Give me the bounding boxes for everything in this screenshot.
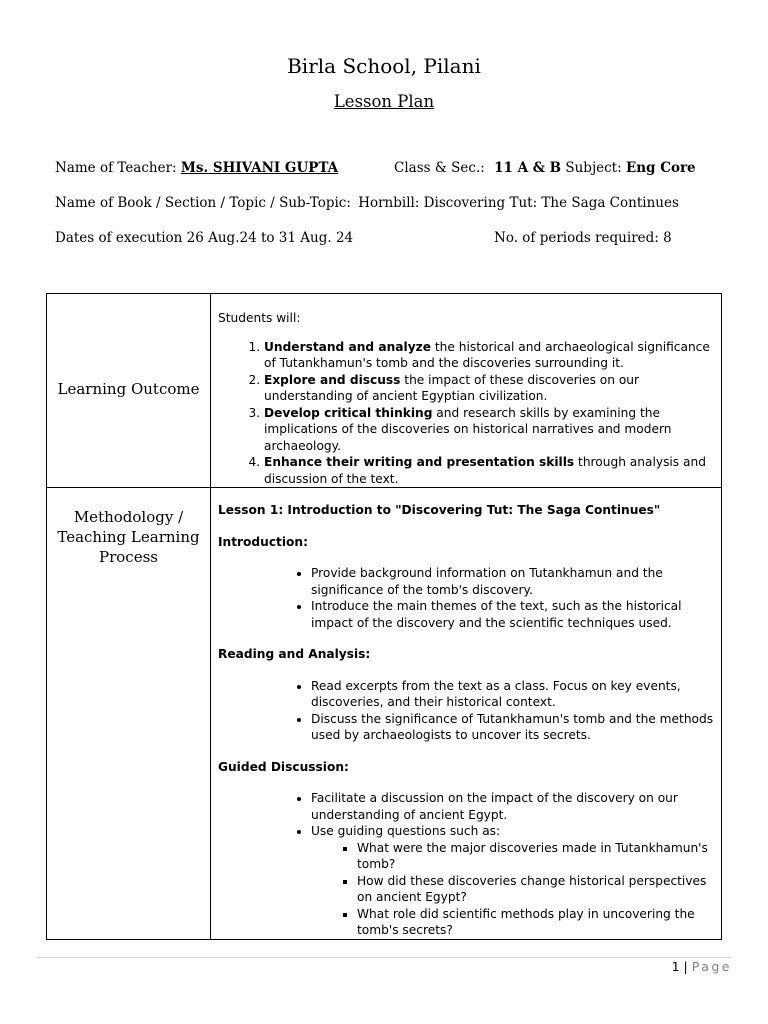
list-item: 1. Understand and analyze the historical and archaeological significance of Tutankhamun's tomb and the discoveries surrounding it.	[264, 339, 715, 372]
methodology-content-cell	[211, 488, 722, 940]
book-label: Name of Book / Section / Topic / Sub-Topic:	[55, 195, 351, 211]
page-word: Page	[691, 959, 732, 974]
subject-value: Eng Core	[625, 160, 696, 176]
dates-info	[55, 230, 353, 246]
book-info	[55, 195, 679, 211]
lesson-title: Lesson 1: Introduction to "Discovering Tut: The Saga Continues"	[218, 503, 661, 517]
learning-outcome-row	[47, 294, 722, 488]
list-item: 2. Explore and discuss the impact of these discoveries on our understanding of ancient Egyptian civilization.	[264, 372, 715, 405]
learning-outcome-label: Learning Outcome	[57, 380, 200, 398]
outcome-intro: Students will:	[218, 311, 301, 325]
lesson-plan-table	[46, 293, 722, 940]
list-item: • Introduce the main themes of the text, such as the historical impact of the discovery and the scientific techniques used.	[311, 598, 715, 631]
list-item: ▪ How did these discoveries change historical perspectives on ancient Egypt?	[357, 873, 715, 906]
list-item: ▪ What role did scientific methods play in uncovering the tomb's secrets?	[357, 906, 715, 939]
learning-outcome-label-cell	[47, 294, 211, 488]
book-value: Hornbill: Discovering Tut: The Saga Continues	[358, 195, 679, 211]
teacher-info	[55, 160, 338, 176]
guided-list	[218, 790, 715, 939]
class-label: Class & Sec.:	[394, 160, 485, 176]
periods-info	[494, 230, 672, 246]
teacher-label: Name of Teacher:	[55, 160, 177, 176]
list-item: • Provide background information on Tutankhamun and the significance of the tomb's discovery.	[311, 565, 715, 598]
class-value: 11 A & B	[494, 160, 562, 176]
methodology-label-cell	[47, 488, 211, 940]
methodology-row	[47, 488, 722, 940]
periods-value: 8	[663, 230, 672, 246]
dates-value: 26 Aug.24 to 31 Aug. 24	[186, 230, 354, 246]
list-item: 4. Enhance their writing and presentation skills through analysis and discussion of the text.	[264, 454, 715, 487]
introduction-heading: Introduction:	[218, 534, 308, 549]
list-item: 3. Develop critical thinking and research skills by examining the implications of the discoveries on historical narratives and modern archaeology.	[264, 405, 715, 455]
page-footer	[672, 959, 732, 974]
footer-separator: |	[683, 959, 688, 974]
guiding-questions-list	[311, 840, 715, 939]
guided-heading: Guided Discussion:	[218, 759, 349, 774]
list-item: • Discuss the significance of Tutankhamun's tomb and the methods used by archaeologists to uncover its secrets.	[311, 711, 715, 744]
document-title: Lesson Plan	[333, 92, 435, 111]
periods-label: No. of periods required:	[494, 230, 659, 246]
school-name: Birla School, Pilani	[287, 54, 481, 78]
page-number: 1	[671, 959, 680, 974]
class-info	[394, 160, 696, 176]
learning-outcome-content-cell	[211, 294, 722, 488]
reading-heading: Reading and Analysis:	[218, 647, 371, 661]
footer-divider	[36, 957, 732, 958]
dates-label: Dates of execution	[55, 230, 183, 246]
list-item: • Read excerpts from the text as a class. Focus on key events, discoveries, and their historical context.	[311, 678, 715, 711]
methodology-label: Methodology / Teaching Learning Process	[57, 508, 200, 566]
subject-label: Subject:	[565, 160, 622, 176]
reading-list	[218, 678, 715, 744]
list-item: • Use guiding questions such as: ▪ What were the major discoveries made in Tutankhamun's tomb? ▪ How did these discoveries change historical perspectives on ancient Egypt? ▪ What role did scientific methods play in uncovering the tomb's secrets?	[311, 823, 715, 939]
teacher-name: Ms. SHIVANI GUPTA	[180, 160, 339, 176]
introduction-list	[218, 565, 715, 631]
list-item: • Facilitate a discussion on the impact of the discovery on our understanding of ancient Egypt.	[311, 790, 715, 823]
list-item: ▪ What were the major discoveries made in Tutankhamun's tomb?	[357, 840, 715, 873]
outcome-list	[218, 339, 715, 488]
